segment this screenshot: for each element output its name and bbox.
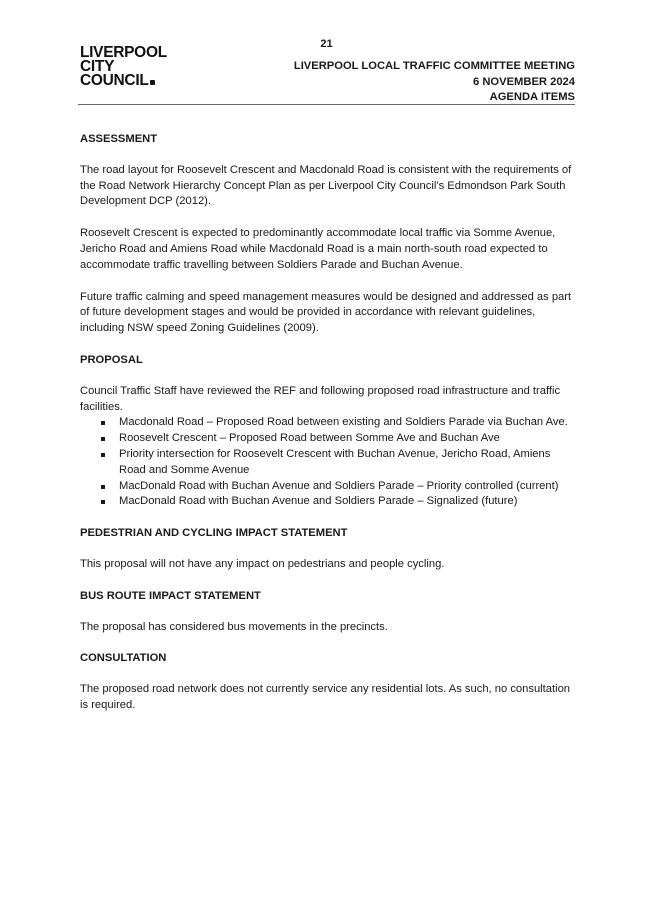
bus-route-heading: BUS ROUTE IMPACT STATEMENT (80, 589, 261, 602)
proposal-list-item (80, 479, 580, 495)
assessment-paragraph-3: Future traffic calming and speed management measures would be designed and addressed as part of future development stages and would be provided in accordance with relevant guidelines, including NSW speed Zoning Guidelines (2009). (80, 290, 572, 335)
square-bullet-icon (101, 421, 105, 425)
square-bullet-icon (101, 500, 105, 504)
page-number: 21 (320, 38, 333, 50)
logo-line-2: CITY (80, 58, 115, 75)
assessment-paragraph-2: Roosevelt Crescent is expected to predominantly accommodate local traffic via Somme Avenue, Jericho Road and Amiens Road while Macdonald Road is a main north-south road expected to accommodate traffic travelling between Soldiers Parade and Buchan Avenue. (80, 227, 556, 271)
consultation-text: The proposed road network does not currently service any residential lots. As such, no consultation is required. (80, 683, 571, 711)
proposal-intro: Council Traffic Staff have reviewed the REF and following proposed road infrastructure and traffic facilities. (80, 384, 561, 413)
logo-dot-icon (150, 80, 155, 85)
proposal-item-text: Priority intersection for Roosevelt Crescent with Buchan Avenue, Jericho Road, Amiens Road and Somme Avenue (119, 447, 551, 476)
assessment-paragraph-1: The road layout for Roosevelt Crescent and Macdonald Road is consistent with the requirements of the Road Network Hierarchy Concept Plan as per Liverpool City Council’s Edmondson Park South Development DCP (2012). (80, 163, 572, 208)
square-bullet-icon (101, 437, 105, 441)
logo-line-3: COUNCIL (80, 72, 149, 89)
consultation-heading: CONSULTATION (80, 652, 167, 665)
header-divider (78, 104, 575, 105)
proposal-item-text: MacDonald Road with Buchan Avenue and Soldiers Parade – Signalized (future) (119, 495, 518, 508)
proposal-list-item (80, 447, 580, 479)
square-bullet-icon (101, 485, 105, 489)
proposal-item-text: Roosevelt Crescent – Proposed Road between Somme Ave and Buchan Ave (119, 432, 500, 445)
proposal-list-item (80, 431, 580, 447)
pedestrian-heading: PEDESTRIAN AND CYCLING IMPACT STATEMENT (80, 527, 348, 540)
assessment-heading: ASSESSMENT (80, 133, 158, 145)
proposal-list-item (80, 415, 580, 431)
proposal-item-text: Macdonald Road – Proposed Road between existing and Soldiers Parade via Buchan Ave. (119, 416, 568, 429)
proposal-list-item (80, 494, 580, 510)
proposal-heading: PROPOSAL (80, 353, 143, 366)
bus-route-text: The proposal has considered bus movements in the precincts. (80, 620, 388, 633)
meeting-date: 6 NOVEMBER 2024 (473, 75, 575, 88)
document-header (294, 59, 575, 106)
section-title: AGENDA ITEMS (489, 91, 575, 103)
proposal-item-text: MacDonald Road with Buchan Avenue and Soldiers Parade – Priority controlled (current) (119, 479, 559, 492)
council-logo (80, 46, 167, 88)
pedestrian-text: This proposal will not have any impact on pedestrians and people cycling. (80, 557, 445, 570)
logo-line-1: LIVERPOOL (80, 44, 167, 61)
proposal-list (80, 415, 580, 510)
meeting-title: LIVERPOOL LOCAL TRAFFIC COMMITTEE MEETING (293, 60, 575, 72)
square-bullet-icon (101, 453, 105, 457)
document-body (80, 132, 580, 730)
